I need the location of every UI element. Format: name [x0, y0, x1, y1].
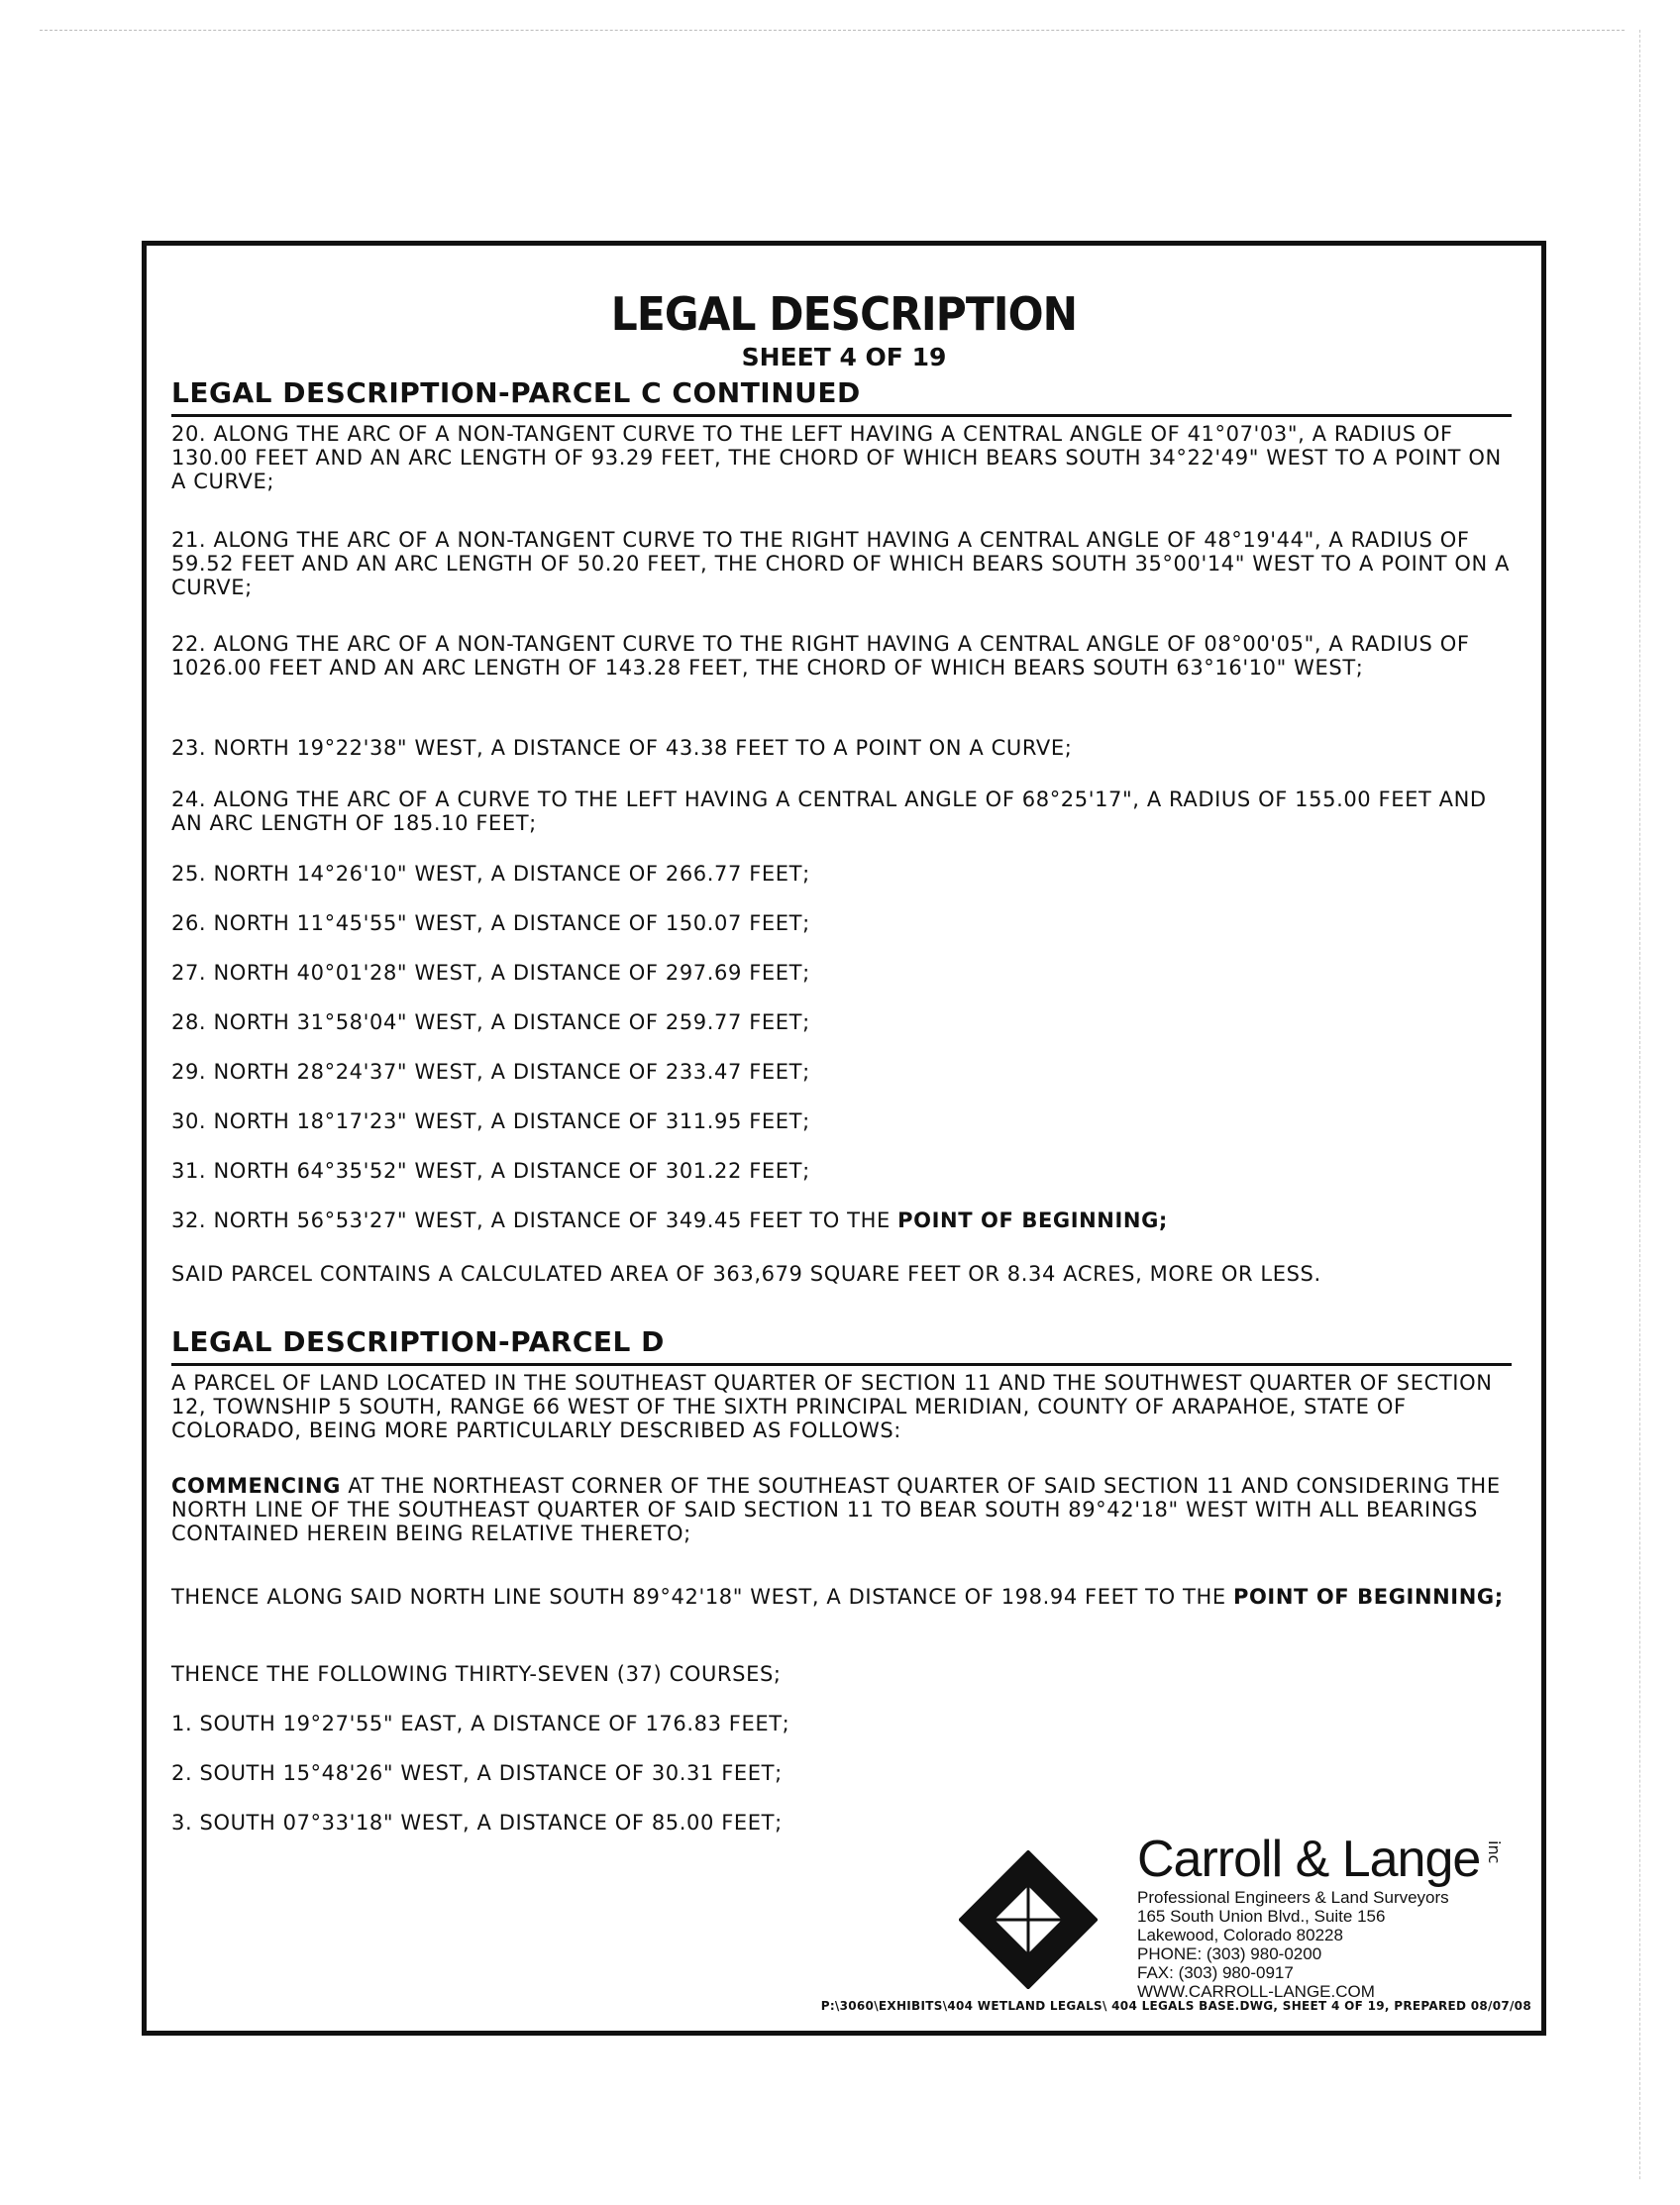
document-title: LEGAL DESCRIPTION	[610, 287, 1078, 341]
parcel-d-heading: LEGAL DESCRIPTION-PARCEL D	[171, 1325, 665, 1358]
carroll-lange-logo-icon	[959, 1850, 1098, 1989]
legal-description-frame	[142, 241, 1546, 2036]
course-32	[171, 1208, 1512, 1232]
company-address-street: 165 South Union Blvd., Suite 156	[1137, 1907, 1386, 1926]
parcel-c-rule	[171, 414, 1512, 417]
parcel-d-thence	[171, 1585, 1512, 1609]
course-22: 22. ALONG THE ARC OF A NON-TANGENT CURVE TO THE RIGHT HAVING A CENTRAL ANGLE OF 08°00'05", A RADIUS OF 1026.00 FEET AND AN ARC LENGTH OF 143.28 FEET, THE CHORD OF WHICH BEARS SOUTH 63°16'10" WEST;	[171, 632, 1470, 680]
scan-edge-top	[40, 30, 1625, 31]
commencing-label: COMMENCING	[171, 1474, 342, 1498]
scan-edge-right	[1639, 30, 1640, 2179]
parcel-d-course-3: 3. SOUTH 07°33'18" WEST, A DISTANCE OF 85.00 FEET;	[171, 1811, 783, 1835]
company-name: Carroll & Lange	[1137, 1831, 1481, 1888]
drawing-file-path: P:\3060\EXHIBITS\404 WETLAND LEGALS\ 404 LEGALS BASE.DWG, SHEET 4 OF 19, PREPARED 08/07/08	[820, 1999, 1531, 2013]
course-21: 21. ALONG THE ARC OF A NON-TANGENT CURVE TO THE RIGHT HAVING A CENTRAL ANGLE OF 48°19'44", A RADIUS OF 59.52 FEET AND AN ARC LENGTH OF 50.20 FEET, THE CHORD OF WHICH BEARS SOUTH 35°00'14" WEST TO A POINT ON A CURVE;	[171, 528, 1511, 599]
course-29: 29. NORTH 28°24'37" WEST, A DISTANCE OF 233.47 FEET;	[171, 1060, 810, 1084]
course-26: 26. NORTH 11°45'55" WEST, A DISTANCE OF 150.07 FEET;	[171, 911, 810, 935]
point-of-beginning: POINT OF BEGINNING;	[897, 1208, 1168, 1232]
parcel-d-rule	[171, 1363, 1512, 1366]
parcel-d-commencing	[171, 1474, 1512, 1545]
course-31: 31. NORTH 64°35'52" WEST, A DISTANCE OF 301.22 FEET;	[171, 1159, 810, 1183]
course-30: 30. NORTH 18°17'23" WEST, A DISTANCE OF 311.95 FEET;	[171, 1109, 810, 1133]
course-27: 27. NORTH 40°01'28" WEST, A DISTANCE OF 297.69 FEET;	[171, 961, 810, 985]
course-24: 24. ALONG THE ARC OF A CURVE TO THE LEFT HAVING A CENTRAL ANGLE OF 68°25'17", A RADIUS OF 155.00 FEET AND AN ARC LENGTH OF 185.10 FEET;	[171, 788, 1487, 835]
parcel-d-intro: A PARCEL OF LAND LOCATED IN THE SOUTHEAST QUARTER OF SECTION 11 AND THE SOUTHWEST QUARTER OF SECTION 12, TOWNSHIP 5 SOUTH, RANGE 66 WEST OF THE SIXTH PRINCIPAL MERIDIAN, COUNTY OF ARAPAHOE, STATE OF COLORADO, BEING MORE PARTICULARLY DESCRIBED AS FOLLOWS:	[171, 1371, 1493, 1442]
parcel-d-course-2: 2. SOUTH 15°48'26" WEST, A DISTANCE OF 30.31 FEET;	[171, 1761, 783, 1785]
company-fax: FAX: (303) 980-0917	[1137, 1963, 1294, 1982]
commencing-text: AT THE NORTHEAST CORNER OF THE SOUTHEAST QUARTER OF SAID SECTION 11 AND CONSIDERING THE NORTH LINE OF THE SOUTHEAST QUARTER OF SAID SECTION 11 TO BEAR SOUTH 89°42'18" WEST WITH ALL BEARINGS CONTAINED HEREIN BEING RELATIVE THERETO;	[171, 1474, 1501, 1545]
parcel-d-course-1: 1. SOUTH 19°27'55" EAST, A DISTANCE OF 176.83 FEET;	[171, 1712, 790, 1735]
company-block	[1137, 1831, 1514, 2001]
company-address-city: Lakewood, Colorado 80228	[1137, 1926, 1343, 1944]
company-tagline: Professional Engineers & Land Surveyors	[1137, 1888, 1449, 1907]
sheet-number: SHEET 4 OF 19	[741, 343, 947, 371]
parcel-c-area: SAID PARCEL CONTAINS A CALCULATED AREA OF 363,679 SQUARE FEET OR 8.34 ACRES, MORE OR LESS.	[171, 1262, 1321, 1286]
thence-text: THENCE ALONG SAID NORTH LINE SOUTH 89°42'18" WEST, A DISTANCE OF 198.94 FEET TO THE	[171, 1585, 1226, 1609]
parcel-d-courses-intro: THENCE THE FOLLOWING THIRTY-SEVEN (37) COURSES;	[171, 1662, 782, 1686]
point-of-beginning-d: POINT OF BEGINNING;	[1232, 1585, 1504, 1609]
company-website: WWW.CARROLL-LANGE.COM	[1137, 1982, 1375, 2001]
course-28: 28. NORTH 31°58'04" WEST, A DISTANCE OF 259.77 FEET;	[171, 1010, 810, 1034]
company-suffix: inc	[1485, 1840, 1504, 1864]
course-23: 23. NORTH 19°22'38" WEST, A DISTANCE OF 43.38 FEET TO A POINT ON A CURVE;	[171, 736, 1073, 760]
company-phone: PHONE: (303) 980-0200	[1137, 1944, 1322, 1963]
course-20: 20. ALONG THE ARC OF A NON-TANGENT CURVE TO THE LEFT HAVING A CENTRAL ANGLE OF 41°07'03", A RADIUS OF 130.00 FEET AND AN ARC LENGTH OF 93.29 FEET, THE CHORD OF WHICH BEARS SOUTH 34°22'49" WEST TO A POINT ON A CURVE;	[171, 422, 1502, 493]
course-25: 25. NORTH 14°26'10" WEST, A DISTANCE OF 266.77 FEET;	[171, 862, 810, 886]
course-32-text: 32. NORTH 56°53'27" WEST, A DISTANCE OF 349.45 FEET TO THE	[171, 1208, 891, 1232]
parcel-c-heading: LEGAL DESCRIPTION-PARCEL C CONTINUED	[171, 376, 861, 409]
